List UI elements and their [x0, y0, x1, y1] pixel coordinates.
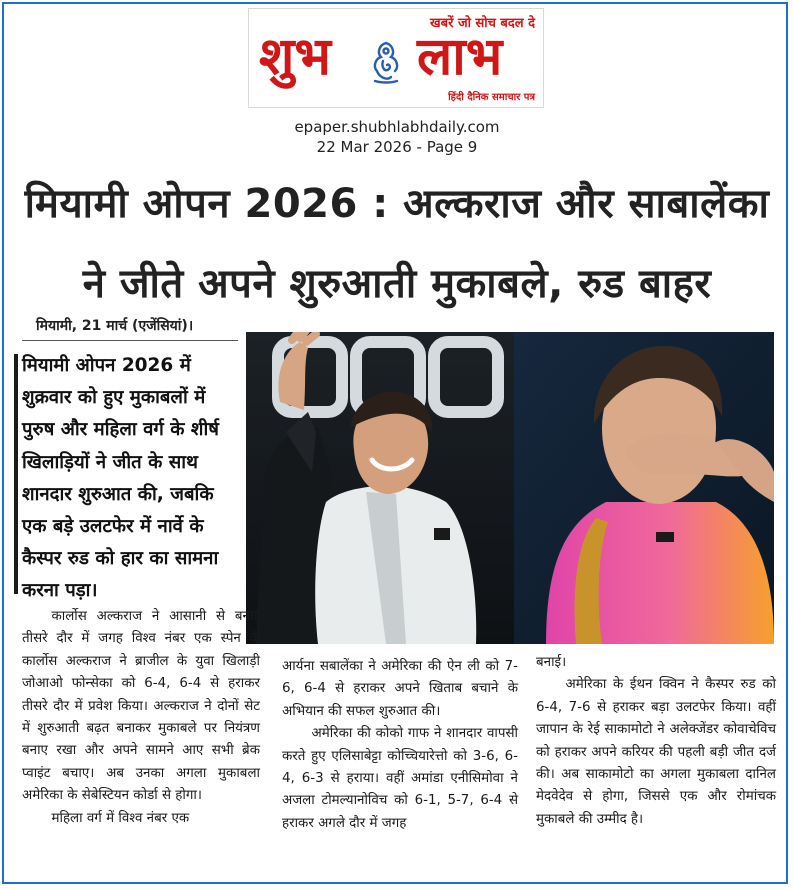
masthead-logo — [248, 8, 544, 108]
headline-line1: मियामी ओपन 2026 : अल्कराज और साबालेंका — [24, 181, 770, 227]
article-paragraph: महिला वर्ग में विश्व नंबर एक — [51, 810, 190, 826]
lede-accent-bar — [14, 354, 18, 594]
article-column-3 — [536, 652, 776, 831]
ganesha-icon — [361, 37, 411, 87]
article-paragraph: आर्यना सबालेंका ने अमेरिका की ऐन ली को 7-6, 6-4 से हराकर अपने खिताब बचाने के अभियान की सफल शुरुआत की। — [282, 659, 518, 719]
masthead-name-part1: शुभ — [259, 26, 331, 87]
source-url: epaper.shubhlabhdaily.com — [294, 118, 500, 136]
tennis-players-photo — [246, 332, 774, 644]
masthead-tagline: खबरें जो सोच बदल दे — [430, 16, 535, 31]
article-paragraph: अमेरिका के ईथन क्विन ने कैस्पर रुड को 6-4, 7-6 से हराकर बड़ा उलटफेर किया। वहीं जापान के रेई साकामोटो ने अलेक्जेंडर कोवाचेविच को हराकर अपने करियर की पहली बड़ी जीत दर्ज की। अब साकामोटो का अगला मुकाबला दानिल मेदवेदेव से होगा, जिससे एक और रोमांचक मुकाबले की उम्मीद है। — [536, 677, 776, 827]
article-paragraph: अमेरिका की कोको गाफ ने शानदार वापसी करते हुए एलिसाबेट्टा कोच्चियारेत्तो को 3-6, 6-4, 6-3 से हराया। वहीं अमांडा एनीसिमोवा ने अजला टोमल्यानोविच को 6-1, 5-7, 6-4 से हराकर अगले दौर में जगह — [282, 726, 518, 831]
article-column-2 — [282, 656, 518, 835]
dateline: मियामी, 21 मार्च (एजेंसियां)। — [36, 318, 194, 334]
masthead-name-part2: लाभ — [417, 26, 503, 87]
article-paragraph: बनाई। — [536, 655, 567, 670]
article-column-1 — [22, 606, 260, 830]
article-paragraph: कार्लोस अल्कराज ने आसानी से बनाई तीसरे दौर में जगह विश्व नंबर एक स्पेन के कार्लोस अल्कराज ने ब्राजील के युवा खिलाड़ी जोआओ फोन्सेका को 6-4, 6-4 से हराकर तीसरे दौर में प्रवेश किया। अल्कराज ने दोनों सेट में शुरुआती बढ़त बनाकर मुकाबले पर नियंत्रण बनाए रखा और अपने सामने आए सभी ब्रेक प्वाइंट बचाए। अब उनका अगला मुकाबला अमेरिका के सेबेस्टियन कोर्डा से होगा। — [22, 609, 260, 804]
divider — [22, 340, 238, 341]
headline-line2: ने जीते अपने शुरुआती मुकाबले, रुड बाहर — [82, 261, 712, 307]
masthead-subtitle: हिंदी दैनिक समाचार पत्र — [448, 92, 535, 103]
lede-paragraph: मियामी ओपन 2026 में शुक्रवार को हुए मुकाबलों में पुरुष और महिला वर्ग के शीर्ष खिलाड़ियों ने जीत के साथ शानदार शुरुआत की, जबकि एक बड़े उलटफेर में नार्वे के कैस्पर रुड को हार का सामना करना पड़ा। — [22, 355, 219, 602]
source-date-page: 22 Mar 2026 - Page 9 — [316, 138, 478, 156]
